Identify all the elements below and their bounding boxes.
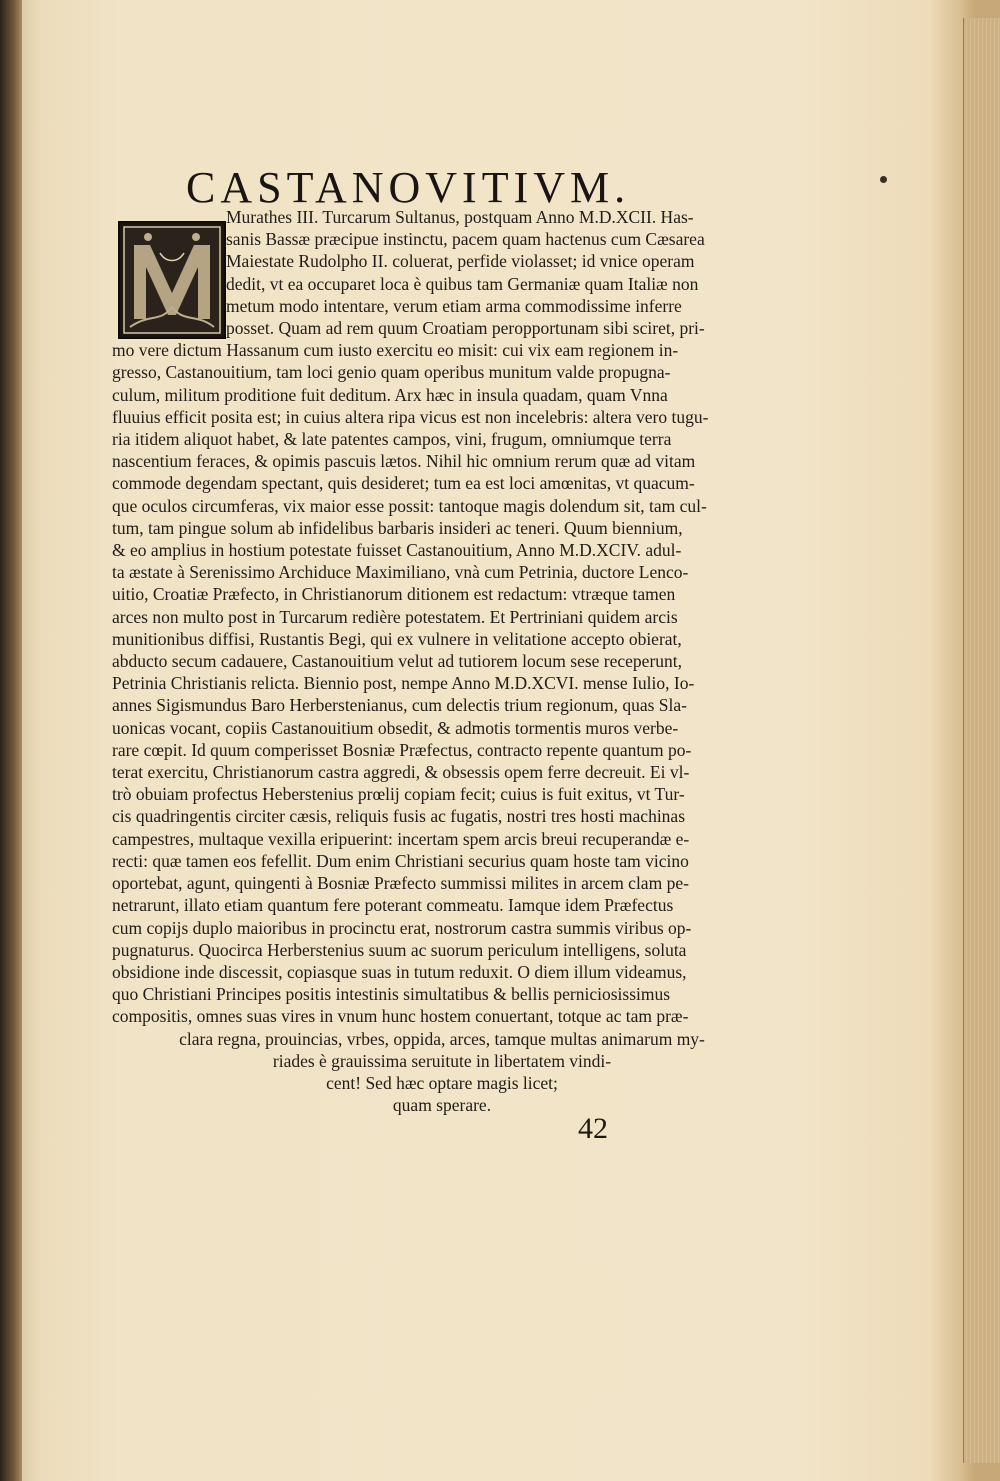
text-line: clara regna, prouincias, vrbes, oppida, arces, tamque multas animarum my- [179,1028,705,1049]
text-line: uitio, Croatiæ Præfecto, in Christianorum ditionem est redactum: vtræque tamen [112,584,676,605]
text-line: obsidione inde discessit, copiasque suas in tutum reduxit. O diem illum videamus, [112,961,687,982]
text-line: terat exercitu, Christianorum castra aggredi, & obsessis opem ferre decreuit. Ei vl- [112,762,690,783]
text-line: compositis, omnes suas vires in vnum hunc hostem conuertant, totque ac tam præ- [112,1006,689,1027]
text-line: abducto secum cadauere, Castanouitium velut ad tutiorem locum sese receperunt, [112,651,683,672]
text-line: Murathes III. Turcarum Sultanus, postquam Anno M.D.XCII. Has- [226,207,694,227]
text-line: cent! Sed hæc optare magis licet; [326,1072,558,1093]
text-line: metum modo intentare, verum etiam arma commodissime inferre [226,295,682,316]
text-line: posset. Quam ad rem quum Croatiam peropportunam sibi sciret, pri- [226,318,705,339]
text-line: uonicas vocant, copiis Castanouitium obsedit, & admotis tormentis muros verbe- [112,717,679,738]
text-line: fluuius efficit posita est; in cuius altera ripa vicus est non incelebris: altera vero tugu- [112,406,709,427]
page-title: CASTANOVITIVM. [186,163,631,212]
text-line: pugnaturus. Quocirca Herberstenius suum ac suorum periculum intelligens, soluta [112,939,687,960]
text-line: riades è grauissima seruitute in libertatem vindi- [272,1050,612,1071]
text-line: cum copijs duplo maioribus in procinctu erat, nostrorum castra summis viribus op- [112,917,692,938]
text-line: annes Sigismundus Baro Herberstenianus, cum delectis trium regionum, quas Sla- [112,695,687,716]
text-line: que oculos circumferas, vix maior esse possit: tantoque magis dolendum sit, tam cul- [112,495,707,516]
text-line: sanis Bassæ præcipue instinctu, pacem quam hactenus cum Cæsarea [226,229,705,250]
page-edges [963,18,1000,1463]
text-line: tum, tam pingue solum ab infidelibus barbaris insideri ac teneri. Quum biennium, [112,517,683,538]
text-line: munitionibus diffisi, Rustantis Begi, qui ex vulnere in velitatione accepto obierat, [112,628,682,649]
text-line: ria itidem aliquot habet, & late patentes campos, vini, frugum, omniumque terra [112,429,672,450]
text-line: cis quadringentis circiter cæsis, reliquis fusis ac fugatis, nostri tres hosti machinas [112,806,686,827]
text-line: quam sperare. [392,1095,492,1116]
text-line: gresso, Castanouitium, tam loci genio quam operibus munitum valde propugna- [112,362,671,383]
text-line: rare cœpit. Id quum comperisset Bosniæ Præfectus, contracto repente quantum po- [112,739,692,760]
text-line: Maiestate Rudolpho II. coluerat, perfide violasset; id vnice operam [226,251,695,272]
text-line: oportebat, agunt, quingenti à Bosniæ Præfecto summissi milites in arcem clam pe- [112,873,689,894]
book-spine [0,0,22,1481]
page-number: 42 [578,1112,608,1145]
text-line: & eo amplius in hostium potestate fuisset Castanouitium, Anno M.D.XCIV. adul- [112,540,682,561]
text-line: campestres, multaque vexilla eripuerint: incertam spem arcis breui recuperandæ e- [112,828,690,849]
text-line: trò obuiam profectus Heberstenius prœlij copiam fecit; cuius is fuit exitus, vt Tur- [112,784,685,805]
text-line: ta æstate à Serenissimo Archiduce Maximiliano, vnà cum Petrinia, ductore Lenco- [112,562,689,583]
text-line: dedit, vt ea occuparet loca è quibus tam Germaniæ quam Italiæ non [226,273,699,294]
text-line: mo vere dictum Hassanum cum iusto exercitu eo misit: cui vix eam regionem in- [112,340,679,361]
text-line: quo Christiani Principes positis intestinis simultatibus & bellis perniciosissimus [112,984,671,1005]
text-line: arces non multo post in Turcarum redière potestatem. Et Pertriniani quidem arcis [112,606,678,627]
text-line: Petrinia Christianis relicta. Biennio post, nempe Anno M.D.XCVI. mense Iulio, Io- [112,673,695,694]
text-line: netrarunt, illato etiam quantum fere poterant commeatu. Iamque idem Præfectus [112,895,674,916]
ink-dot [880,176,887,183]
body-text [112,206,772,1116]
text-line: commode degendam spectant, quis desideret; tum ea est loci amœnitas, vt quacum- [112,473,695,494]
text-line: nascentium feraces, & opimis pascuis lætos. Nihil hic omnium rerum quæ ad vitam [112,451,696,472]
text-line: culum, militum proditione fuit deditum. Arx hæc in insula quadam, quam Vnna [112,384,668,405]
text-line: recti: quæ tamen eos fefellit. Dum enim Christiani securius quam hoste tam vicino [112,850,689,871]
